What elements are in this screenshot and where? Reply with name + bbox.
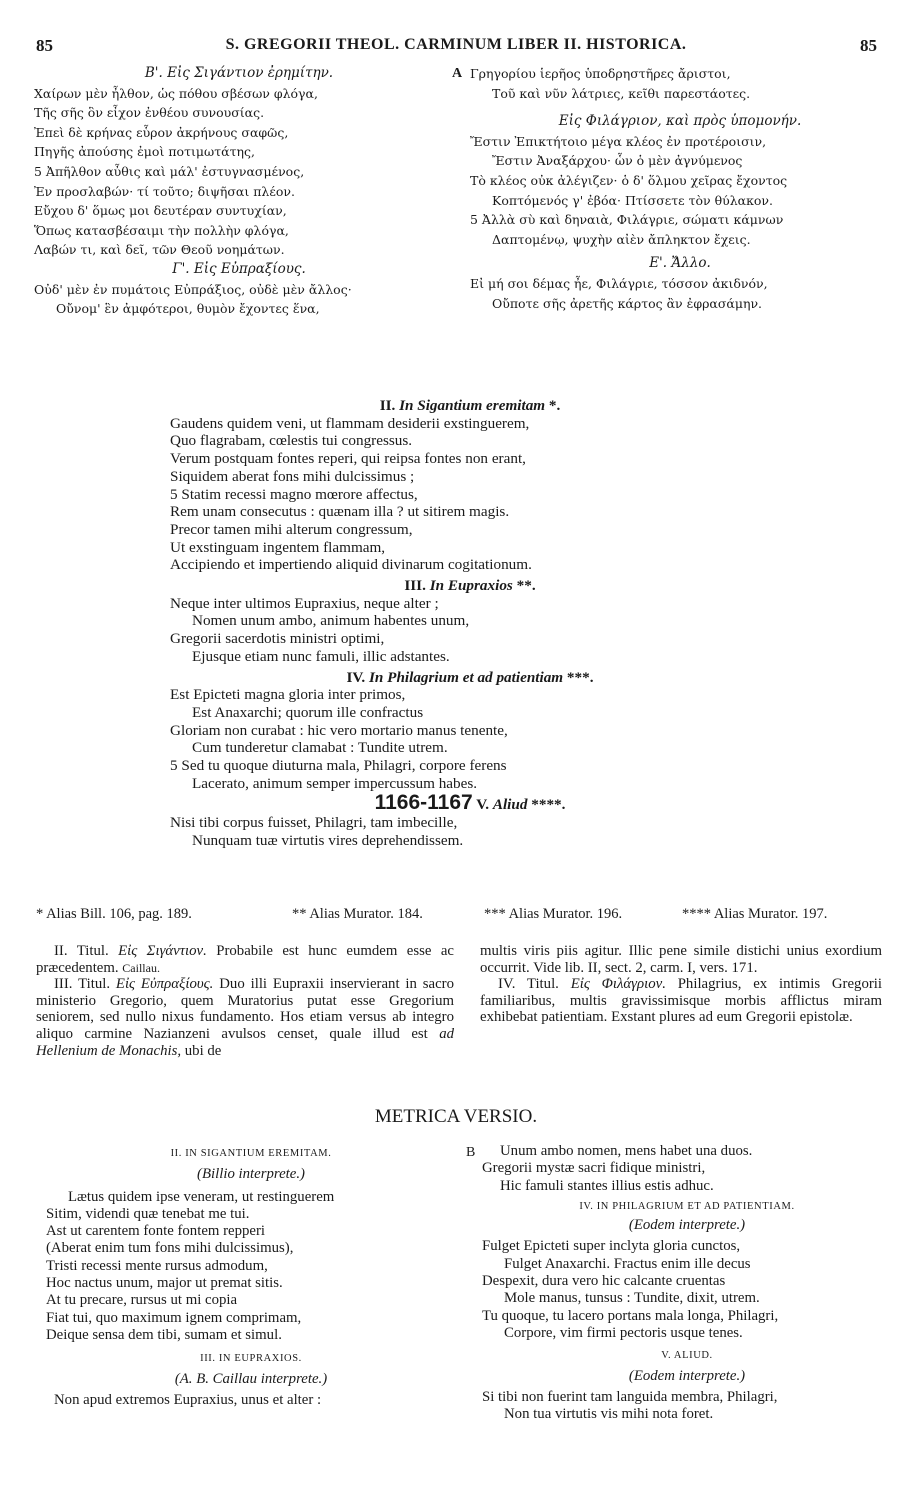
greek-column-right: [470, 64, 890, 313]
metrica-interpreter: (Eodem interprete.): [628, 1217, 746, 1234]
latin-line: Accipiendo et impertiendo aliquid divinarum cogitationum.: [170, 556, 532, 574]
metrica-line: Ast ut carentem fonte fontem repperi: [46, 1223, 265, 1240]
note-paragraph: [480, 976, 882, 1026]
greek-line: Ἐν προσλαβών· τί τοῦτο; διψῆσαι πλέον.: [34, 183, 295, 199]
latin-line: Ejusque etiam nunc famuli, illic adstantes.: [192, 647, 450, 665]
greek-line: Τῆς σῆς ὃν εἶχον ἐνθέου συνουσίας.: [34, 105, 265, 121]
margin-letter-a: A: [452, 66, 463, 81]
metrica-line: Non apud extremos Eupraxius, unus et alter :: [54, 1391, 322, 1408]
metrica-line: Hic famuli stantes illius estis adhuc.: [500, 1177, 714, 1194]
metrica-interpreter: (A. B. Caillau interprete.): [174, 1370, 328, 1387]
greek-heading-5: Ε'. Ἄλλο.: [649, 255, 711, 272]
latin-line: Rem unam consecutus : quænam illa ? ut sitirem magis.: [170, 503, 510, 521]
metrica-line: Hoc nactus unum, major ut premat sitis.: [46, 1275, 283, 1292]
greek-line: Πηγῆς ἀπούσης ἐμοὶ ποτιμωτάτης,: [34, 144, 255, 160]
metrica-line: Sitim, videndi quæ tenebat me tui.: [46, 1205, 250, 1222]
latin-line: Nisi tibi corpus fuisset, Philagri, tam imbecille,: [170, 814, 458, 832]
metrica-line: Gregorii mystæ sacri fidique ministri,: [482, 1160, 706, 1177]
alias-footnote: *** Alias Murator. 196.: [484, 906, 623, 922]
metrica-line: Tristi recessi mente rursus admodum,: [46, 1257, 268, 1274]
note-text: Philagrius, ex intimis Gregorii familiaribus, multis gravissimisque morbis afflictus miram exhibebat patientiam. Exstant plures ad eum Gregorii epistolæ.: [480, 976, 882, 1026]
running-header: [0, 14, 912, 55]
note-text: Probabile est hunc eumdem esse ac præcedentem.: [36, 943, 454, 976]
note-text: ubi de: [184, 1042, 222, 1059]
metrica-column-right: [482, 1143, 892, 1423]
latin-line: Gloriam non curabat : hic vero mortario manus tenente,: [170, 721, 508, 739]
latin-line: Verum postquam fontes reperi, qui reipsa fontes non erant,: [170, 450, 526, 468]
metrica-heading-2: II. IN SIGANTIUM EREMITAM.: [170, 1148, 332, 1159]
metrica-line: Si tibi non fuerint tam languida membra, Philagri,: [482, 1388, 778, 1405]
metrica-heading-3: III. IN EUPRAXIOS.: [200, 1353, 302, 1365]
greek-line: Οὐδ' μὲν ἐν πυμάτοις Εὐπράξιος, οὐδὲ μὲν ἄλλος·: [34, 281, 352, 297]
heading-title: In Eupraxios: [429, 577, 513, 595]
greek-line: Λαβών τι, καὶ δεῖ, τῶν Θεοῦ νοημάτων.: [34, 242, 285, 258]
greek-line: Κοπτόμενός γ' ἐβόα· Πτίσσετε τὸν θύλακον.: [492, 192, 773, 208]
greek-line: Οὔποτε σῆς ἀρετῆς κάρτος ἂν ἐφρασάμην.: [492, 295, 763, 311]
heading-title: In Sigantium eremitam: [399, 397, 546, 414]
latin-line: Ut exstinguam ingentem flammam,: [170, 538, 386, 556]
metrica-interpreter: (Eodem interprete.): [628, 1367, 746, 1384]
note-italic: ad Hellenium de Monachis,: [36, 1025, 454, 1059]
metrica-versio-title: METRICA VERSIO.: [374, 1106, 538, 1127]
greek-line: Οὔνομ' ἓν ἀμφότεροι, θυμὸν ἔχοντες ἕνα,: [56, 301, 320, 317]
latin-line: Lacerato, animum semper impercussum habes.: [192, 774, 478, 792]
latin-line: Precor tamen mihi alterum congressum,: [170, 520, 413, 538]
latin-line: Nomen unum ambo, animum habentes unum,: [192, 612, 470, 630]
greek-line: Εὔχου δ' ὅμως μοι δευτέραν συντυχίαν,: [34, 203, 287, 219]
metrica-heading-4: IV. IN PHILAGRIUM ET AD PATIENTIAM.: [579, 1200, 795, 1212]
note-signature: Caillau.: [122, 960, 160, 975]
note-paragraph: [36, 943, 454, 976]
greek-line: 5 Ἀπῆλθον αὖθις καὶ μάλ' ἐστυγνασμένος,: [34, 163, 305, 179]
heading-number: V.: [476, 796, 490, 814]
metrica-line: (Aberat enim tum fons mihi dulcissimus),: [46, 1240, 294, 1257]
greek-heading-3: Γ'. Εἰς Εὐπραξίους.: [172, 260, 306, 277]
latin-heading-2: [170, 397, 770, 415]
page-number-left: 85: [36, 36, 53, 55]
footnote-mark: *.: [548, 397, 561, 414]
heading-number: II.: [379, 397, 396, 414]
note-label: IV. Titul.: [498, 976, 559, 993]
metrica-line: Non tua virtutis vis mihi nota foret.: [504, 1406, 714, 1423]
greek-column-left: [34, 64, 444, 319]
notes-column-right: [480, 943, 882, 1026]
metrica-heading-5: V. ALIUD.: [661, 1350, 713, 1362]
greek-line: Ἔστιν Ἀναξάρχου· ὧν ὁ μὲν ἀγνύμενος: [492, 153, 743, 169]
latin-line: Nunquam tuæ virtutis vires deprehendissem.: [192, 831, 464, 849]
metrica-line: Fiat tui, quo maximum ignem comprimam,: [46, 1309, 302, 1326]
latin-line: Gaudens quidem veni, ut flammam desiderii exstinguerem,: [170, 414, 530, 432]
footnote-mark: ****.: [531, 796, 566, 814]
heading-title: In Philagrium et ad patientiam: [369, 668, 564, 686]
latin-line: Est Anaxarchi; quorum ille confractus: [192, 703, 424, 721]
heading-number: IV.: [346, 668, 366, 686]
metrica-line: Fulget Anaxarchi. Fractus enim ille decus: [504, 1255, 751, 1272]
metrica-line: Despexit, dura vero hic calcante cruentas: [482, 1273, 726, 1290]
note-greek: Εἰς Εὐπραξίους.: [115, 976, 214, 993]
metrica-line: At tu precare, rursus ut mi copia: [46, 1292, 238, 1309]
greek-line: Χαίρων μὲν ἦλθον, ὡς πόθου σβέσων φλόγα,: [34, 85, 318, 101]
metrica-line: Tu quoque, tu lacero portans mala longa, Philagri,: [482, 1307, 779, 1324]
metrica-line: Lætus quidem ipse veneram, ut restinguerem: [68, 1188, 335, 1205]
note-paragraph: [36, 976, 454, 1059]
note-greek: Εἰς Σιγάντιον.: [118, 943, 207, 959]
greek-line: Γρηγορίου ἱερῆος ὑποδρηστῆρες ἄριστοι,: [470, 66, 731, 81]
greek-line: Εἰ μή σοι δέμας ἦε, Φιλάγριε, τόσσον ἀκιδνόν,: [470, 275, 768, 291]
metrica-line: Unum ambo nomen, mens habet una duos.: [500, 1143, 753, 1159]
metrica-line: Fulget Epicteti super inclyta gloria cunctos,: [482, 1238, 741, 1255]
margin-letter-b: B: [466, 1145, 476, 1160]
greek-line: Τὸ κλέος οὐκ ἀλέγιζεν· ὁ δ' ὅλμου χεῖρας ἔχοντος: [470, 172, 788, 188]
note-label: II. Titul.: [54, 943, 109, 959]
greek-line: Τοῦ καὶ νῦν λάτριες, κεῖθι παρεστάοτες.: [492, 85, 751, 101]
notes-column-left: [36, 943, 454, 1059]
latin-line: Quo flagrabam, cœlestis tui congressus.: [170, 432, 413, 450]
greek-line: Δαπτομένῳ, ψυχὴν αἰὲν ἄπληκτον ἔχεις.: [492, 231, 751, 247]
note-paragraph: multis viris piis agitur. Illic pene simile distichi unius exordium occurrit. Vide lib. II, sect. 2, carm. I, vers. 171.: [480, 943, 882, 976]
latin-line: Neque inter ultimos Eupraxius, neque alter ;: [170, 594, 439, 612]
heading-title: Aliud: [492, 796, 528, 814]
note-greek: Εἰς Φιλάγριον.: [570, 976, 666, 993]
greek-line: Ἐπεὶ δὲ κρήνας εὗρον ἀκρήνους σαφῶς,: [34, 124, 289, 140]
alias-footnote: * Alias Bill. 106, pag. 189.: [36, 906, 192, 922]
metrica-line: Deique sensa dem tibi, sumam et simul.: [46, 1326, 282, 1343]
metrica-column-left: [46, 1145, 456, 1409]
page-number-right: 85: [860, 36, 877, 55]
footnote-mark: ***.: [566, 668, 594, 686]
running-title: S. GREGORII THEOL. CARMINUM LIBER II. HISTORICA.: [225, 36, 687, 53]
footnote-mark: **.: [516, 577, 536, 595]
latin-translation: [170, 397, 770, 850]
latin-line: Cum tunderetur clamabat : Tundite utrem.: [192, 739, 448, 757]
greek-line: 5 Ἀλλὰ σὺ καὶ δηναιὰ, Φιλάγριε, σώματι κάμνων: [470, 212, 784, 228]
latin-heading-5: [170, 791, 770, 815]
alias-footnote: **** Alias Murator. 197.: [682, 906, 828, 922]
metrica-line: Corpore, vim firmi pectoris usque tenes.: [504, 1324, 743, 1341]
column-numbers: 1166-1167: [374, 791, 473, 815]
latin-heading-4: [170, 669, 770, 687]
metrica-line: Mole manus, tunsus : Tundite, dixit, utrem.: [504, 1290, 760, 1307]
heading-number: III.: [404, 577, 426, 595]
greek-line: Ἔστιν Ἐπικτήτοιο μέγα κλέος ἐν προτέροισιν,: [470, 133, 767, 149]
greek-heading-2: Β'. Εἰς Σιγάντιον ἐρημίτην.: [144, 65, 334, 81]
metrica-interpreter: (Billio interprete.): [197, 1166, 305, 1183]
greek-line: Ὅπως κατασβέσαιμι τὴν πολλὴν φλόγα,: [34, 222, 289, 238]
note-text: Duo illi Eupraxii inservierant in sacro ministerio Gregorio, quem Muratorius putat esse Gregorium seniorem, sed nullo nixus fundamento. Hos etiam versus ab integro aliquo carmine Nazianzeni avulsos censet, quale illud est: [36, 976, 455, 1042]
latin-line: Gregorii sacerdotis ministri optimi,: [170, 630, 385, 648]
greek-heading-4: Εἰς Φιλάγριον, καὶ πρὸς ὑπομονήν.: [558, 113, 802, 130]
note-label: III. Titul.: [54, 976, 111, 993]
latin-heading-3: [170, 577, 770, 595]
latin-line: 5 Statim recessi magno mœrore affectus,: [170, 485, 418, 503]
alias-footnote: ** Alias Murator. 184.: [292, 906, 423, 922]
latin-line: 5 Sed tu quoque diuturna mala, Philagri, corpore ferens: [170, 757, 507, 775]
latin-line: Est Epicteti magna gloria inter primos,: [170, 686, 406, 704]
latin-line: Siquidem aberat fons mihi dulcissimus ;: [170, 467, 415, 485]
